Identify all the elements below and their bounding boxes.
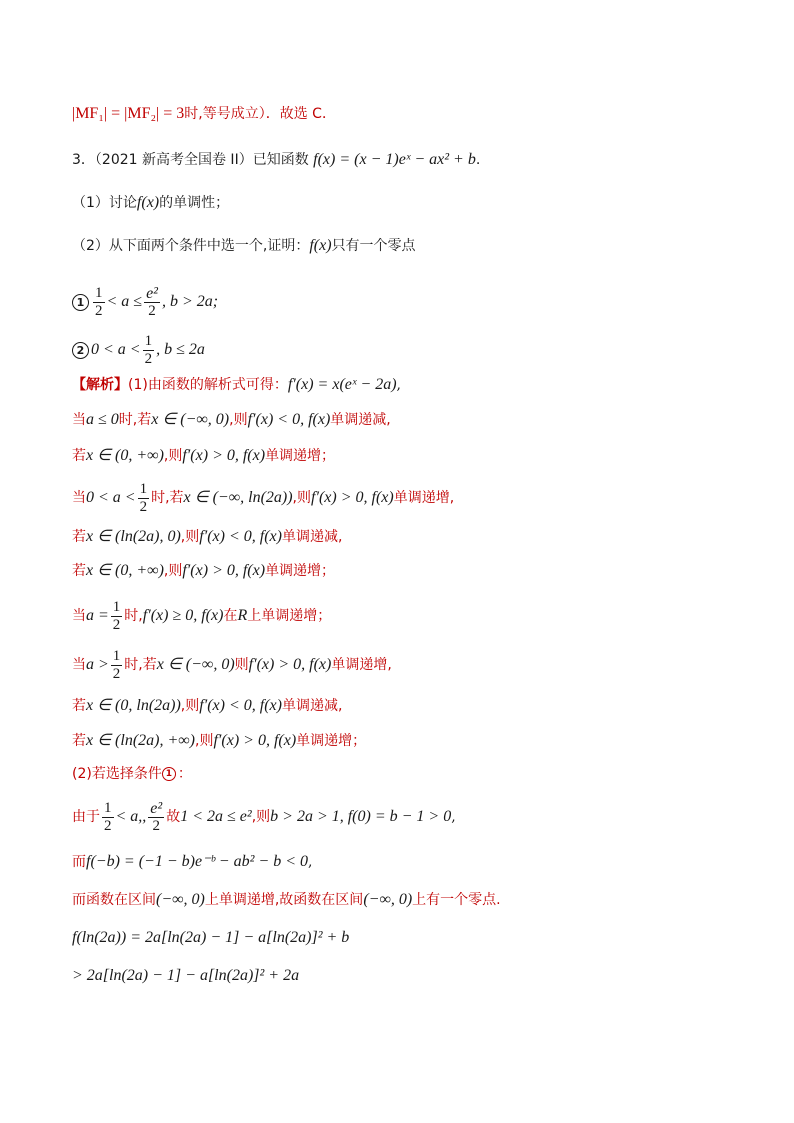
fraction-e2-over-2 (148, 800, 164, 835)
solution-line (72, 645, 392, 685)
frac-num: 1 (104, 799, 112, 816)
math: x ∈ (ln(2a), +∞) (86, 732, 195, 749)
solution-line (72, 410, 391, 430)
solution-line (72, 561, 335, 581)
solution-line (72, 795, 456, 839)
solution-line (72, 596, 331, 636)
q1-label: （1）讨论 (72, 195, 137, 211)
text: ,则 (251, 809, 271, 825)
solution-line (72, 446, 335, 466)
math: < a,, (115, 808, 147, 825)
text: 单调递增； (265, 448, 336, 464)
math: f′(x) > 0, f(x) (311, 489, 394, 506)
condition-2 (72, 330, 205, 370)
text: 若 (72, 698, 86, 714)
math: f′(x) > 0, f(x) (213, 732, 297, 749)
solution-part-2-heading (72, 764, 192, 784)
circled-number-1: 1 (72, 294, 89, 311)
function-definition: f(x) = (x − 1)eˣ − ax² + b (313, 151, 476, 168)
math: x ∈ (0, +∞) (86, 447, 164, 464)
equality-condition: |MF₁| = |MF₂| = 3 (72, 105, 185, 122)
text: 单调递减, (281, 698, 343, 714)
text: ,则 (229, 412, 248, 428)
math: 1 < 2a ≤ e² (180, 808, 252, 825)
solution-line (72, 527, 342, 547)
solution-intro (72, 375, 401, 395)
fraction-half (111, 648, 123, 683)
text: ,则 (163, 563, 183, 579)
fraction-half (102, 800, 114, 835)
frac-den: 2 (139, 498, 148, 515)
math: f′(x) > 0, f(x) (248, 656, 332, 673)
part2-heading-text: (2)若选择条件 (72, 766, 162, 782)
text: 单调递增, (393, 490, 455, 506)
text: 单调递增, (331, 657, 392, 673)
frac-num: 1 (112, 647, 121, 664)
solution-line (72, 852, 312, 872)
text: ,则 (195, 733, 214, 749)
period: . (475, 152, 481, 168)
text: 当 (72, 657, 86, 673)
text: 单调递增； (265, 563, 336, 579)
comma: , (307, 854, 313, 870)
c1-b-condition: , b > 2a; (161, 293, 219, 310)
text: 当 (72, 490, 86, 506)
text: 当 (72, 412, 86, 428)
problem-source: 3．（2021 新高考全国卷 II）已知函数 (72, 152, 309, 168)
solution-line (72, 478, 454, 518)
math: x ∈ (0, ln(2a)) (86, 697, 181, 714)
frac-num: 1 (144, 332, 153, 349)
analysis-tag: 【解析】 (72, 377, 128, 393)
frac-den: 2 (152, 817, 160, 834)
frac-num: 1 (139, 480, 148, 497)
colon: ： (177, 766, 192, 782)
math: x ∈ (0, +∞) (86, 562, 164, 579)
frac-den: 2 (95, 302, 103, 319)
text: 单调递减, (330, 412, 391, 428)
q1-text: 的单调性； (159, 195, 230, 211)
math: f(−b) = (−1 − b)e⁻ᵇ − ab² − b < 0 (86, 853, 308, 870)
fraction-half (138, 481, 150, 516)
math: f′(x) > 0, f(x) (182, 562, 266, 579)
carry-over-line (72, 104, 336, 124)
math: x ∈ (−∞, ln(2a)) (183, 489, 293, 506)
q2-text: 只有一个零点 (331, 238, 416, 254)
text: 时, (124, 608, 143, 624)
circled-number-1: 1 (162, 767, 176, 781)
frac-den: 2 (112, 665, 121, 682)
text: 在 (223, 608, 238, 624)
text: ,则 (180, 698, 200, 714)
frac-den: 2 (144, 350, 153, 367)
math: f′(x) < 0, f(x) (199, 697, 282, 714)
text: 则 (234, 657, 249, 673)
frac-num: e² (146, 284, 158, 302)
math: b > 2a > 1, f(0) = b − 1 > 0 (270, 808, 452, 825)
text: 若 (72, 563, 86, 579)
fraction-half (143, 333, 155, 368)
math: (−∞, 0) (363, 891, 413, 908)
text: 时,若 (124, 657, 157, 673)
analysis-text: (1)由函数的解析式可得： (128, 377, 288, 393)
math: a > (86, 656, 109, 673)
derivative-formula: f′(x) = x(eˣ − 2a) (287, 376, 397, 393)
text: 由于 (72, 809, 100, 825)
conclusion-text: 时,等号成立）．故选 C． (184, 106, 336, 122)
text: 单调递增； (296, 733, 367, 749)
circled-number-2: 2 (72, 342, 89, 359)
solution-line (72, 928, 349, 948)
solution-line (72, 696, 342, 716)
frac-num: 1 (95, 284, 103, 301)
text: 故 (166, 809, 181, 825)
q2-math: f(x) (309, 237, 332, 254)
text: 若 (72, 529, 86, 545)
text: 若 (72, 448, 86, 464)
math: x ∈ (−∞, 0) (151, 411, 230, 428)
text: 当 (72, 608, 86, 624)
frac-num: e² (150, 799, 163, 817)
problem-statement (72, 150, 480, 170)
fraction-half (111, 599, 123, 634)
text: 时,若 (118, 412, 152, 428)
comma: , (451, 809, 456, 825)
text: ,则 (163, 448, 183, 464)
math: R (237, 607, 248, 624)
fraction-e2-over-2 (144, 285, 160, 320)
text: 单调递减, (281, 529, 343, 545)
text: 上单调递增； (247, 608, 332, 624)
math: > 2a[ln(2a) − 1] − a[ln(2a)]² + 2a (72, 967, 300, 984)
math: 0 < a < (86, 489, 136, 506)
math: f′(x) < 0, f(x) (247, 411, 331, 428)
solution-line (72, 731, 366, 751)
text: 若 (72, 733, 86, 749)
frac-den: 2 (148, 302, 156, 319)
solution-line (72, 890, 501, 910)
math: x ∈ (ln(2a), 0) (86, 528, 181, 545)
text: ,则 (180, 529, 200, 545)
math: a = (86, 607, 109, 624)
condition-1 (72, 282, 218, 322)
frac-den: 2 (104, 817, 112, 834)
math: a ≤ 0 (86, 411, 119, 428)
math: (−∞, 0) (156, 891, 205, 908)
c1-inequality: < a ≤ (106, 293, 143, 310)
math: f(ln(2a)) = 2a[ln(2a) − 1] − a[ln(2a)]² + b (72, 929, 350, 946)
text: ,则 (292, 490, 311, 506)
c2-b-condition: , b ≤ 2a (156, 341, 205, 358)
math: x ∈ (−∞, 0) (156, 656, 235, 673)
math: f′(x) < 0, f(x) (199, 528, 282, 545)
comma: , (396, 377, 401, 393)
frac-num: 1 (112, 598, 121, 615)
q2-label: （2）从下面两个条件中选一个,证明： (72, 238, 310, 254)
text: 时,若 (151, 490, 184, 506)
text: 而函数在区间 (72, 892, 156, 908)
math: f′(x) > 0, f(x) (182, 447, 266, 464)
fraction-half (93, 285, 105, 320)
math: f′(x) ≥ 0, f(x) (142, 607, 224, 624)
question-part-1 (72, 193, 229, 213)
solution-line (72, 966, 299, 986)
text: 上有一个零点. (412, 892, 501, 908)
c2-inequality: 0 < a < (91, 341, 141, 358)
question-part-2 (72, 236, 416, 256)
q1-math: f(x) (136, 194, 160, 211)
text: 上单调递增,故函数在区间 (204, 892, 364, 908)
text: 而 (72, 854, 86, 870)
frac-den: 2 (112, 616, 121, 633)
